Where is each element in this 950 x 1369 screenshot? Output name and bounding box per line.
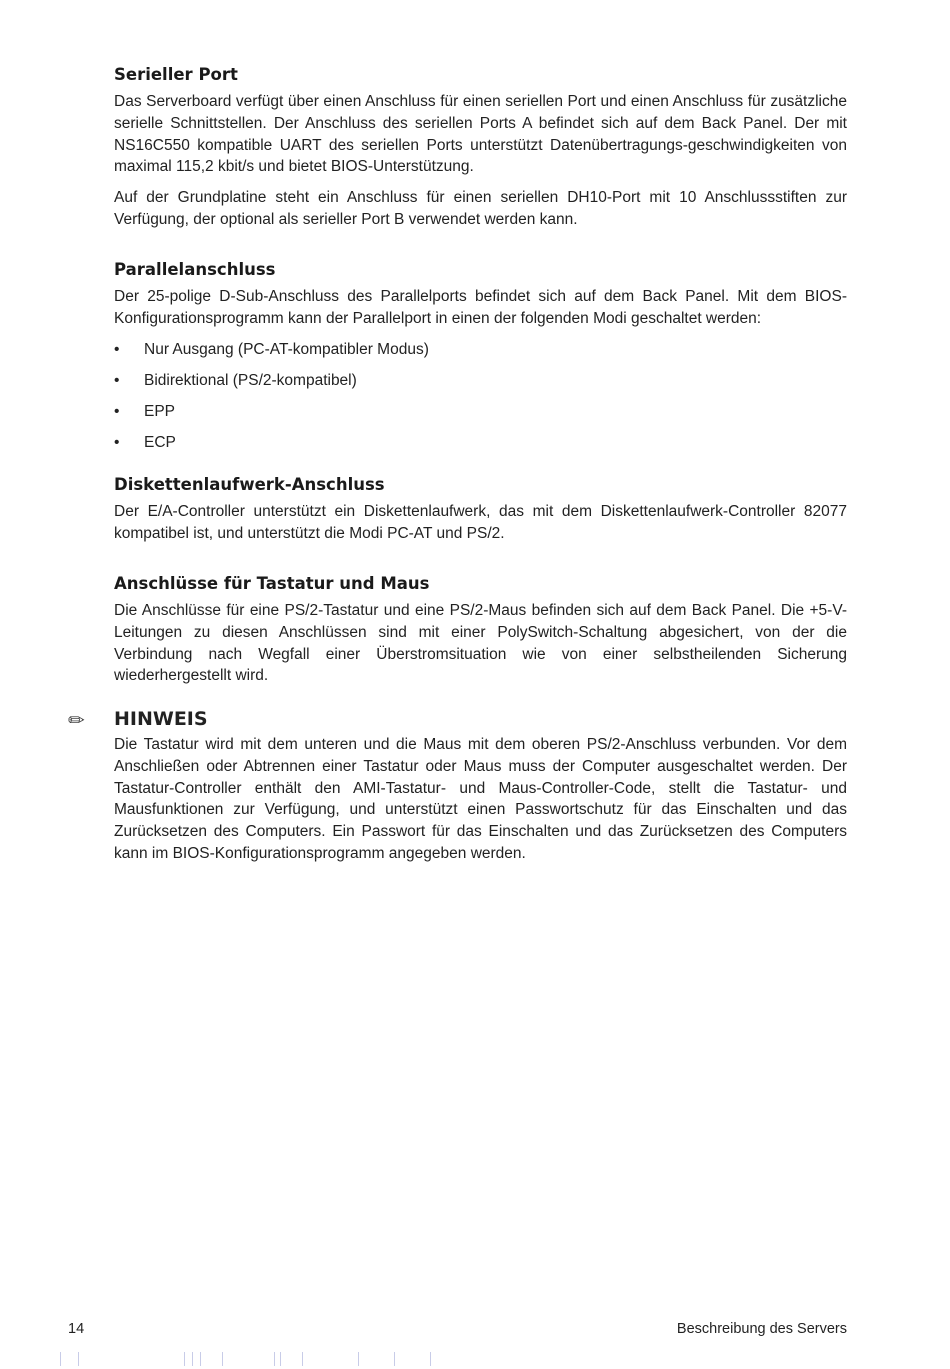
mode-list (114, 339, 847, 463)
bullet: • (114, 371, 120, 389)
bullet: • (114, 433, 120, 451)
list-item: • Bidirektional (PS/2-kompatibel) (114, 370, 847, 401)
note-title: HINWEIS (114, 708, 208, 730)
registration-mark (302, 1352, 303, 1366)
registration-mark (60, 1352, 61, 1366)
registration-mark (358, 1352, 359, 1366)
paragraph: Auf der Grundplatine steht ein Anschluss für einen seriellen DH10-Port mit 10 Anschlussstiften zur Verfügung, der optional als serieller Port B verwendet werden kann. (114, 189, 847, 228)
paragraph: Der 25-polige D-Sub-Anschluss des Parallelports befindet sich auf dem Back Panel. Mit dem BIOS-Konfigurationsprogramm kann der Parallelport in einen der folgenden Modi geschaltet werden: (114, 288, 847, 327)
section-heading: Serieller Port (114, 65, 238, 84)
section-floppy-connector (114, 474, 847, 545)
registration-mark (184, 1352, 185, 1366)
registration-mark (222, 1352, 223, 1366)
registration-mark (274, 1352, 275, 1366)
bullet: • (114, 340, 120, 358)
page-number: 14 (68, 1321, 85, 1337)
bullet: • (114, 402, 120, 420)
note-box (114, 707, 847, 865)
registration-mark (192, 1352, 193, 1366)
pencil-icon: ✏ (68, 710, 85, 732)
section-heading: Parallelanschluss (114, 260, 276, 279)
registration-mark (430, 1352, 431, 1366)
list-item: • EPP (114, 401, 847, 432)
registration-mark (200, 1352, 201, 1366)
paragraph: Die Anschlüsse für eine PS/2-Tastatur und eine PS/2-Maus befinden sich auf dem Back Panel. Die +5-V-Leitungen zu diesen Anschlüssen sind mit einer PolySwitch-Schaltung abgesichert, von der die Verbindung nach Wegfall einer Überstromsituation wie von einer selbstheilenden Sicherung wiederhergestellt wird. (114, 602, 847, 685)
list-item: • ECP (114, 432, 847, 463)
section-heading: Anschlüsse für Tastatur und Maus (114, 574, 430, 593)
paragraph: Das Serverboard verfügt über einen Anschluss für einen seriellen Port und einen Anschluss für zusätzliche serielle Schnittstellen. Der Anschluss des seriellen Ports A befindet sich auf dem Back Panel. Der mit NS16C550 kompatible UART des seriellen Ports unterstützt Datenübertragungs-geschwindigkeiten von maximal 115,2 kbit/s und bietet BIOS-Unterstützung. (114, 93, 847, 176)
section-heading: Diskettenlaufwerk-Anschluss (114, 475, 385, 494)
scan-registration-marks (60, 1352, 460, 1368)
note-text: Die Tastatur wird mit dem unteren und die Maus mit dem oberen PS/2-Anschluss verbunden. Vor dem Anschließen oder Abtrennen einer Tastatur oder Maus muss der Computer ausgeschaltet werden. Der Tastatur-Controller enthält den AMI-Tastatur- und Maus-Controller-Code, stellt die Tastatur- und Mausfunktionen zur Verfügung, und unterstützt einen Passwortschutz für das Einschalten und das Zurücksetzen des Computers. Ein Passwort für das Einschalten und das Zurücksetzen des Computers kann im BIOS-Konfigurationsprogramm angegeben werden. (114, 736, 847, 862)
registration-mark (78, 1352, 79, 1366)
section-serial-port (114, 64, 847, 231)
section-keyboard-mouse (114, 573, 847, 687)
registration-mark (280, 1352, 281, 1366)
footer-section-title: Beschreibung des Servers (676, 1321, 847, 1337)
paragraph: Der E/A-Controller unterstützt ein Diskettenlaufwerk, das mit dem Diskettenlaufwerk-Controller 82077 kompatibel ist, und unterstützt die Modi PC-AT und PS/2. (114, 503, 847, 542)
section-parallel-port (114, 259, 847, 463)
list-item: • Nur Ausgang (PC-AT-kompatibler Modus) (114, 339, 847, 370)
registration-mark (394, 1352, 395, 1366)
